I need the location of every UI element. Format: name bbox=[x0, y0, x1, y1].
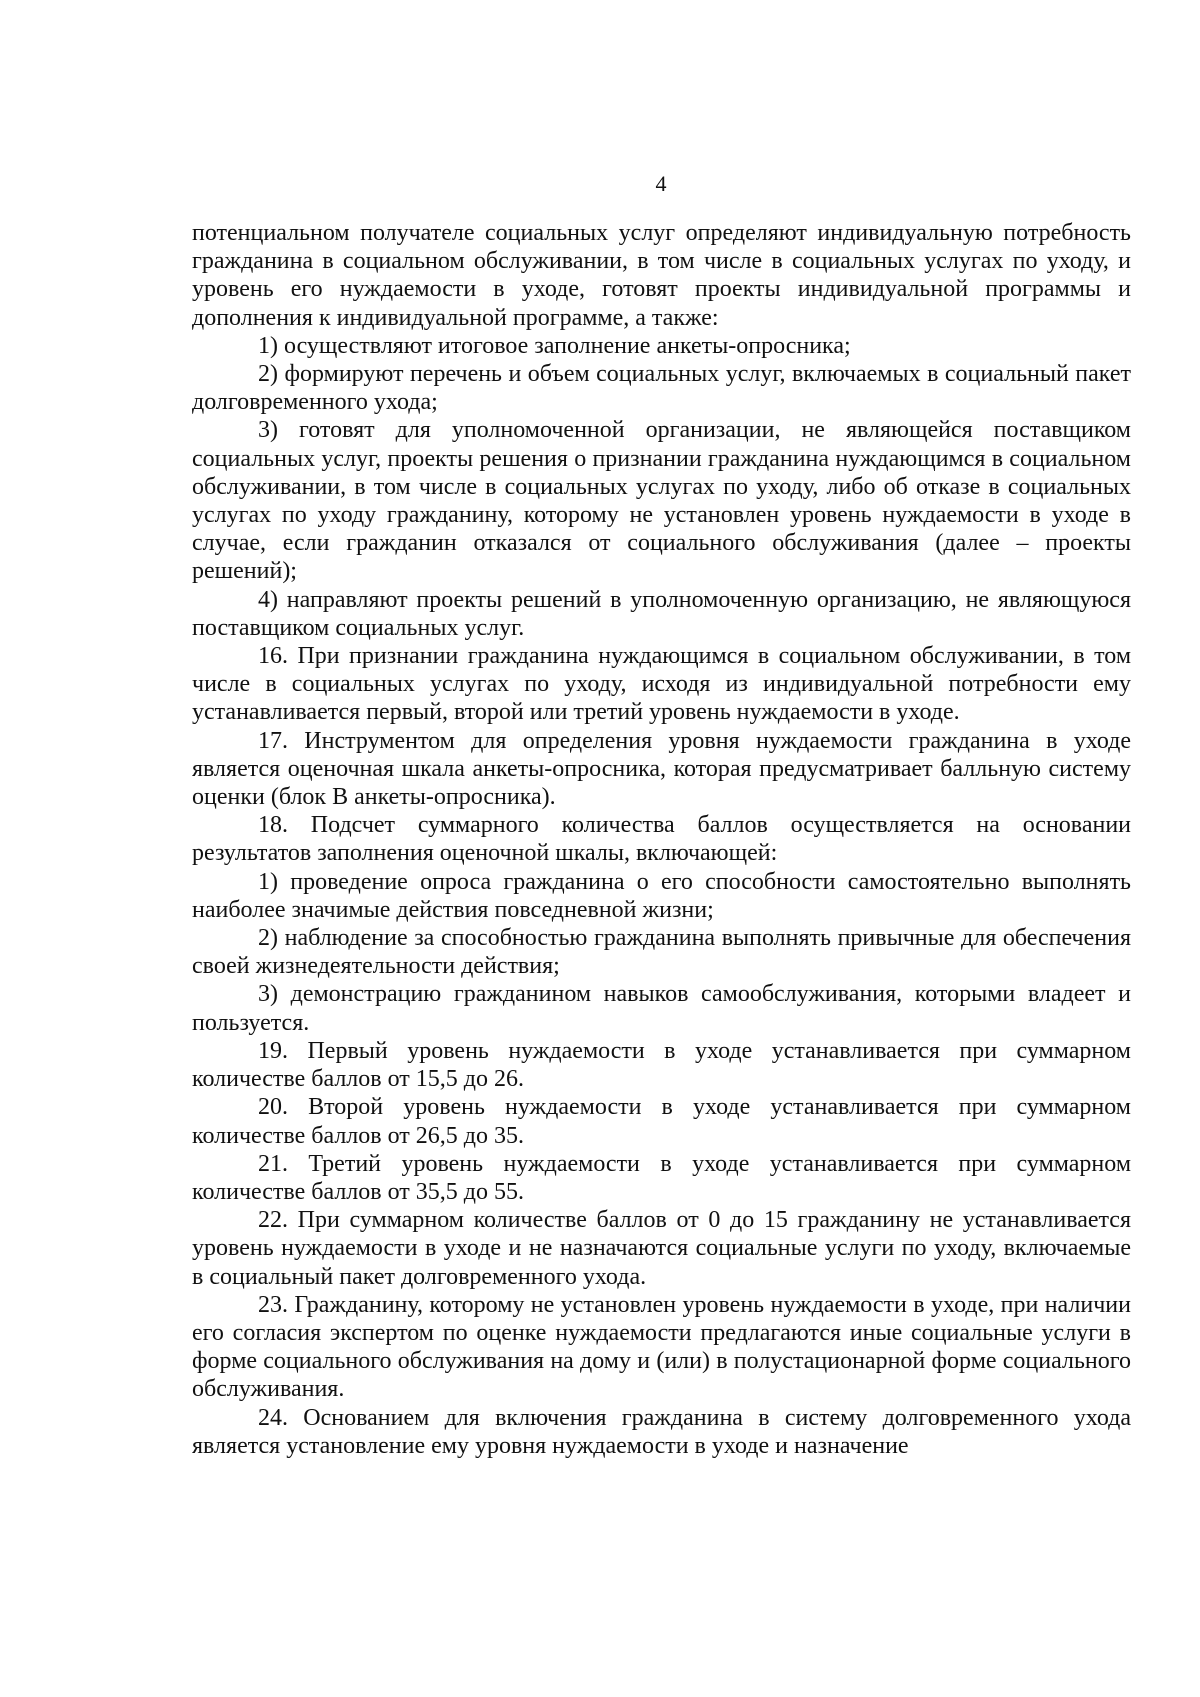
clause-23: 23. Гражданину, которому не установлен уровень нуждаемости в уходе, при наличии его согласия экспертом по оценке нуждаемости предлагаются иные социальные услуги в форме социального обслуживания на дому и (или) в полустационарной форме социального обслуживания. bbox=[192, 1291, 1131, 1403]
clause-18: 18. Подсчет суммарного количества баллов осуществляется на основании результатов заполнения оценочной шкалы, включающей: bbox=[192, 812, 1131, 867]
page-number: 4 bbox=[655, 171, 667, 196]
list-item-2: 2) формируют перечень и объем социальных услуг, включаемых в социальный пакет долговременного ухода; bbox=[192, 361, 1131, 416]
clause-18-item-2: 2) наблюдение за способностью гражданина выполнять привычные для обеспечения своей жизнедеятельности действия; bbox=[192, 925, 1131, 980]
clause-18-item-1: 1) проведение опроса гражданина о его способности самостоятельно выполнять наиболее значимые действия повседневной жизни; bbox=[192, 868, 1131, 923]
list-item-4: 4) направляют проекты решений в уполномоченную организацию, не являющуюся поставщиком социальных услуг. bbox=[192, 586, 1131, 641]
document-body bbox=[192, 219, 1131, 1460]
clause-17: 17. Инструментом для определения уровня нуждаемости гражданина в уходе является оценочная шкала анкеты-опросника, которая предусматривает балльную систему оценки (блок В анкеты-опросника). bbox=[192, 727, 1131, 811]
clause-16: 16. При признании гражданина нуждающимся в социальном обслуживании, в том числе в социальных услугах по уходу, исходя из индивидуальной потребности ему устанавливается первый, второй или третий уровень нуждаемости в уходе. bbox=[192, 643, 1131, 726]
paragraph-continuation: потенциальном получателе социальных услуг определяют индивидуальную потребность гражданина в социальном обслуживании, в том числе в социальных услугах по уходу, и уровень его нуждаемости в уходе, готовят проекты индивидуальной программы и дополнения к индивидуальной программе, а также: bbox=[192, 220, 1131, 331]
clause-24: 24. Основанием для включения гражданина в систему долговременного ухода является установление ему уровня нуждаемости в уходе и назначение bbox=[192, 1404, 1131, 1459]
list-item-1: 1) осуществляют итоговое заполнение анкеты-опросника; bbox=[258, 332, 851, 359]
clause-19: 19. Первый уровень нуждаемости в уходе устанавливается при суммарном количестве баллов от 15,5 до 26. bbox=[192, 1037, 1131, 1093]
clause-21: 21. Третий уровень нуждаемости в уходе устанавливается при суммарном количестве баллов от 35,5 до 55. bbox=[192, 1150, 1131, 1205]
clause-20: 20. Второй уровень нуждаемости в уходе устанавливается при суммарном количестве баллов от 26,5 до 35. bbox=[192, 1094, 1131, 1149]
list-item-3: 3) готовят для уполномоченной организации, не являющейся поставщиком социальных услуг, проекты решения о признании гражданина нуждающимся в социальном обслуживании, в том числе в социальных услугах по уходу, либо об отказе в социальных услугах по уходу гражданину, которому не установлен уровень нуждаемости в уходе в случае, если гражданин отказался от социального обслуживания (далее – проекты решений); bbox=[192, 417, 1131, 585]
clause-22: 22. При суммарном количестве баллов от 0 до 15 гражданину не устанавливается уровень нуждаемости в уходе и не назначаются социальные услуги по уходу, включаемые в социальный пакет долговременного ухода. bbox=[192, 1207, 1131, 1290]
clause-18-item-3: 3) демонстрацию гражданином навыков самообслуживания, которыми владеет и пользуется. bbox=[192, 981, 1131, 1036]
